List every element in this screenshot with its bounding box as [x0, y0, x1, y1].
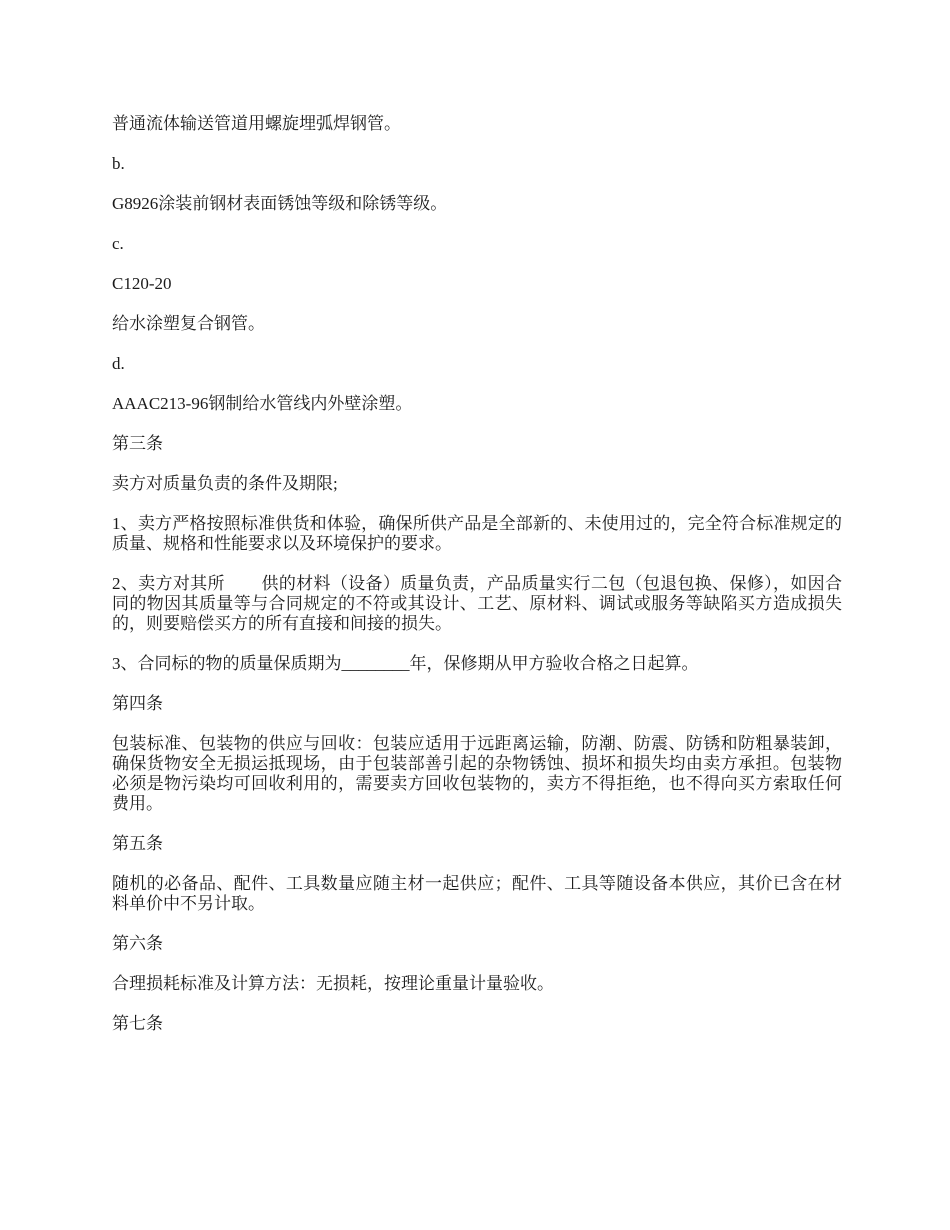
- paragraph-coated-pipe: 给水涂塑复合钢管。: [112, 314, 265, 333]
- document-page: [112, 114, 842, 1054]
- clause-2: 2、卖方对其所 供的材料（设备）质量负责，产品质量实行二包（包退包换、保修），如因合同的物因其质量等与合同规定的不符或其设计、工艺、原材料、调试或服务等缺陷买方造成损失的，则要赔偿买方的所有直接和间接的损失。: [112, 574, 842, 633]
- paragraph-pipeline-coating: AAAC213-96钢制给水管线内外壁涂塑。: [112, 394, 413, 413]
- paragraph-rust-grade-standard: G8926涂装前钢材表面锈蚀等级和除锈等级。: [112, 194, 448, 213]
- article-heading-3: 第三条: [112, 434, 163, 453]
- paragraph-spare-parts: 随机的必备品、配件、工具数量应随主材一起供应；配件、工具等随设备本供应，其价已含在材料单价中不另计取。: [112, 874, 842, 913]
- paragraph-quality-conditions: 卖方对质量负责的条件及期限;: [112, 474, 338, 493]
- paragraph-packaging: 包装标准、包装物的供应与回收：包装应适用于远距离运输，防潮、防震、防锈和防粗暴装卸，确保货物安全无损运抵现场，由于包装部善引起的杂物锈蚀、损坏和损失均由卖方承担。包装物必须是物污染均可回收利用的，需要卖方回收包装物的，卖方不得拒绝，也不得向买方索取任何费用。: [112, 734, 842, 813]
- article-heading-5: 第五条: [112, 834, 163, 853]
- paragraph-standard-code: C120-20: [112, 274, 172, 293]
- paragraph-loss-standard: 合理损耗标准及计算方法：无损耗，按理论重量计量验收。: [112, 974, 554, 993]
- item-marker-c: c.: [112, 234, 124, 253]
- clause-3: 3、合同标的物的质量保质期为________年，保修期从甲方验收合格之日起算。: [112, 654, 699, 673]
- article-heading-6: 第六条: [112, 934, 163, 953]
- item-marker-d: d.: [112, 354, 125, 373]
- item-marker-b: b.: [112, 154, 125, 173]
- article-heading-7: 第七条: [112, 1014, 163, 1033]
- paragraph-pipe-standard: 普通流体输送管道用螺旋埋弧焊钢管。: [112, 114, 401, 133]
- clause-1: 1、卖方严格按照标准供货和体验，确保所供产品是全部新的、未使用过的，完全符合标准规定的质量、规格和性能要求以及环境保护的要求。: [112, 514, 842, 553]
- article-heading-4: 第四条: [112, 694, 163, 713]
